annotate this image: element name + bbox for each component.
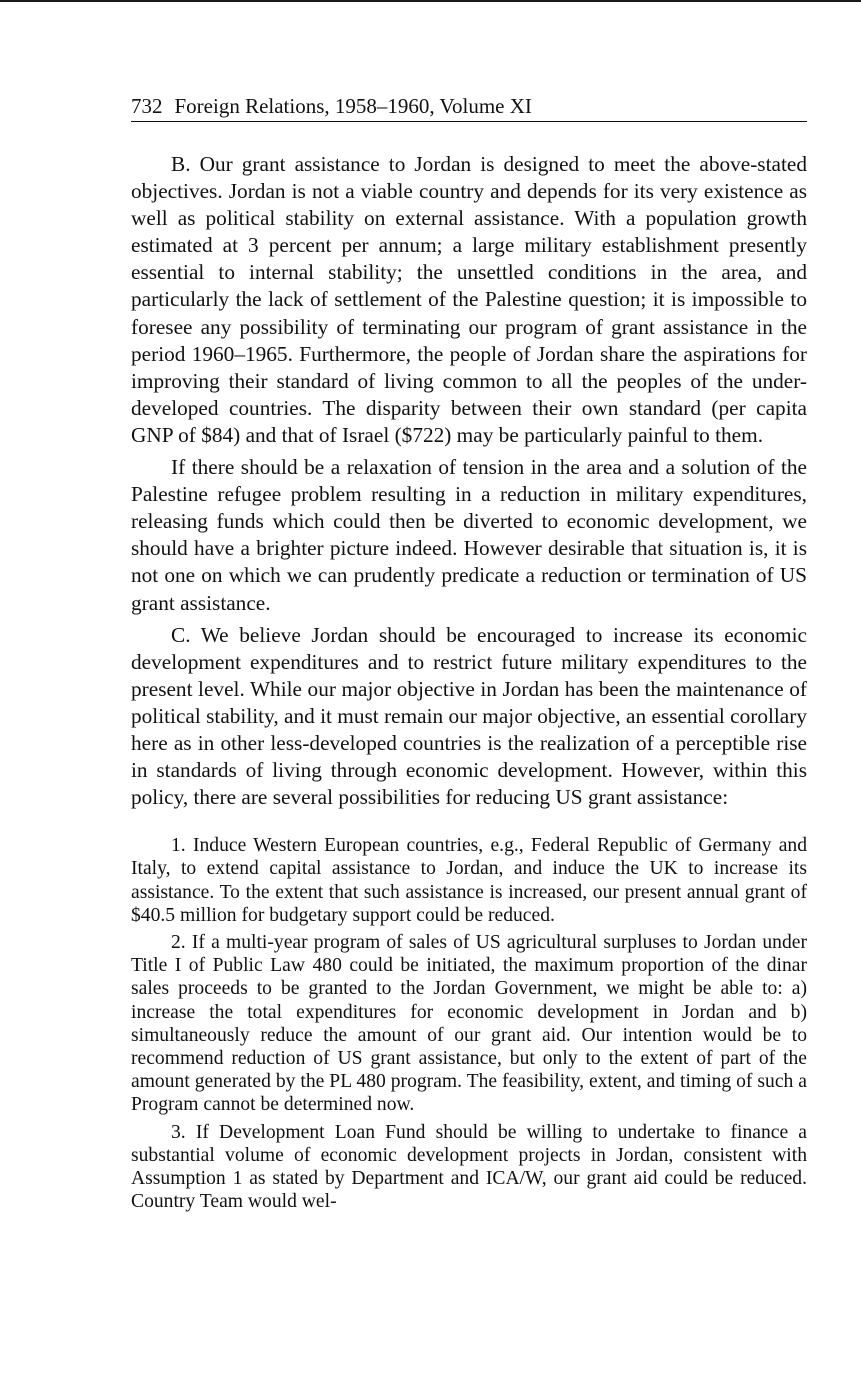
volume-title: Foreign Relations, 1958–1960, Volume XI [174,94,532,118]
list-item-2: 2. If a multi-year program of sales of US agricultural surpluses to Jordan under Title I of Public Law 480 could be initiated, the maximum proportion of the dinar sales proceeds to be granted to the Jordan Government, we might be able to: a) increase the total expenditures for economic development in Jordan and b) simultaneously reduce the amount of our grant aid. Our intention would be to recommend reduction of US grant assistance, but only to the extent of part of the amount generated by the PL 480 program. The feasibility, extent, and timing of such a Program cannot be determined now. [131,932,807,1116]
document-page [131,92,807,1214]
paragraph-b: B. Our grant assistance to Jordan is designed to meet the above-stated objectives. Jordan is not a viable country and depends for its very existence as well as political stability on external assistance. With a population growth estimated at 3 percent per annum; a large military establishment presently essential to internal stability; the unsettled conditions in the area, and particularly the lack of settlement of the Palestine question; it is impossible to foresee any possibility of terminating our program of grant assistance in the period 1960–1965. Furthermore, the people of Jordan share the aspirations for improving their standard of living common to all the peoples of the under-developed countries. The disparity between their own standard (per capita GNP of $84) and that of Israel ($722) may be particularly painful to them. [131,152,807,447]
page-number: 732 [131,94,163,118]
body-text [131,151,807,1214]
paragraph-c: C. We believe Jordan should be encouraged to increase its economic development expenditures and to restrict future military expenditures to the present level. While our major objective in Jordan has been the maintenance of political stability, and it must remain our major objective, an essential corollary here as in other less-developed countries is the realization of a perceptible rise in standards of living through economic development. However, within this policy, there are several possibilities for reducing US grant assistance: [131,622,807,810]
running-head [131,92,807,122]
paragraph-relaxation: If there should be a relaxation of tension in the area and a solution of the Palestine refugee problem resulting in a reduction in military expenditures, releasing funds which could then be diverted to economic development, we should have a brighter picture indeed. However desirable that situation is, it is not one on which we can prudently predicate a reduction or termination of US grant assistance. [131,455,807,615]
numbered-list [131,834,807,1213]
top-edge-rule [0,0,861,2]
list-item-3: 3. If Development Loan Fund should be willing to undertake to finance a substantial volume of economic development projects in Jordan, consistent with Assumption 1 as stated by Department and ICA/W, our grant aid could be reduced. Country Team would wel- [131,1121,807,1213]
list-item-1: 1. Induce Western European countries, e.g., Federal Republic of Germany and Italy, to extend capital assistance to Jordan, and induce the UK to increase its assistance. To the extent that such assistance is increased, our present annual grant of $40.5 million for budgetary support could be reduced. [131,835,807,926]
